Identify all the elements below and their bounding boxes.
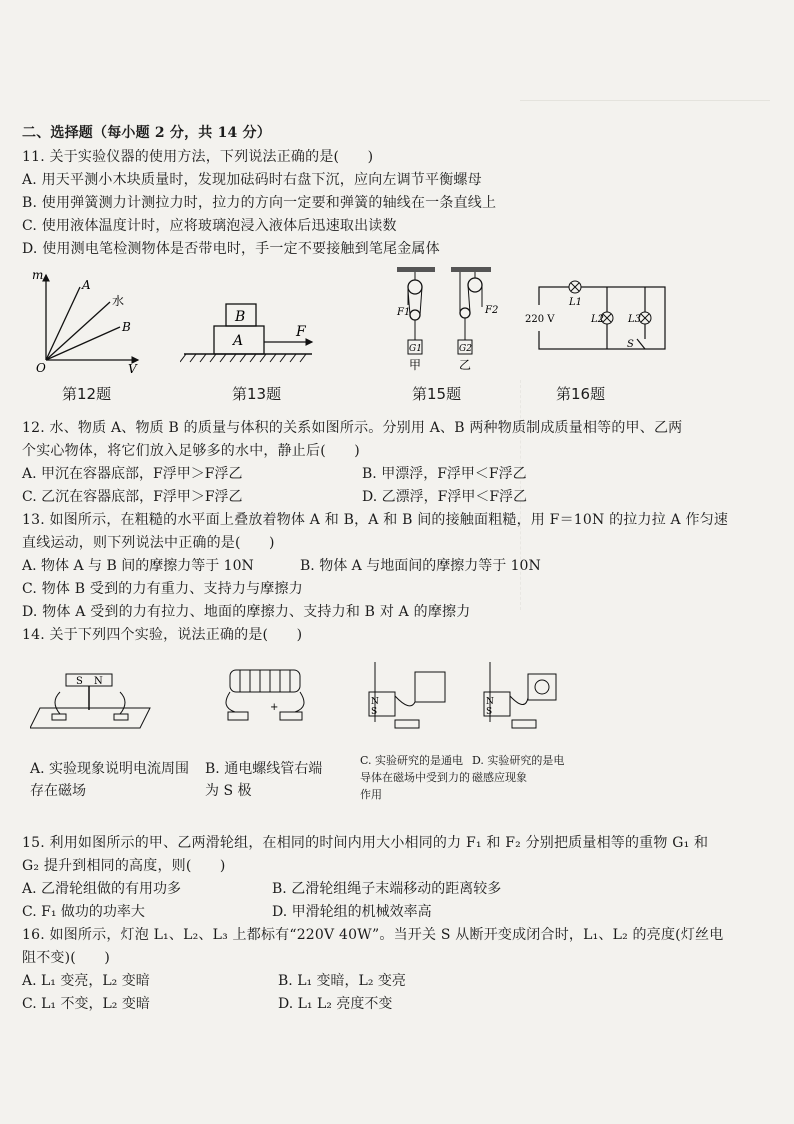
fig13-force-label: F xyxy=(296,324,306,340)
fig12-caption: 第12题 xyxy=(62,385,112,403)
q13-option-d: D. 物体 A 受到的力有拉力、地面的摩擦力、支持力和 B 对 A 的摩擦力 xyxy=(22,604,471,620)
q13-option-c: C. 物体 B 受到的力有重力、支持力与摩擦力 xyxy=(22,581,303,597)
q13-stem-line2: 直线运动，则下列说法中正确的是( ) xyxy=(22,535,275,551)
fig12-line-b-label: B xyxy=(122,320,131,334)
fig16-caption: 第16题 xyxy=(556,385,606,403)
fig16-l2-label: L2 xyxy=(591,314,605,325)
fig16-l1-label: L1 xyxy=(569,297,583,308)
fig16-voltage-label: 220 V xyxy=(525,314,555,325)
q14-figure-a xyxy=(30,662,160,742)
q16-option-c: C. L₁ 不变，L₂ 变暗 xyxy=(22,996,150,1012)
fig15-f2-label: F2 xyxy=(485,305,499,316)
fig16-switch-label: S xyxy=(627,339,634,350)
fig15-right-label: 乙 xyxy=(459,358,472,372)
q15-stem-line1: 15. 利用如图所示的甲、乙两滑轮组，在相同的时间内用大小相同的力 F₁ 和 F₂ 分别把质量相等的重物 G₁ 和 xyxy=(22,835,709,851)
q15-option-c: C. F₁ 做功的功率大 xyxy=(22,904,145,920)
q13-stem-line1: 13. 如图所示，在粗糙的水平面上叠放着物体 A 和 B，A 和 B 间的接触面粗糙，用 F＝10N 的拉力拉 A 作匀速 xyxy=(22,512,729,528)
bleed-through-mark xyxy=(520,100,770,161)
figure-13 xyxy=(180,298,320,373)
q14-stem: 14. 关于下列四个实验，说法正确的是( ) xyxy=(22,627,303,643)
q15-option-d: D. 甲滑轮组的机械效率高 xyxy=(272,904,432,920)
q16-option-a: A. L₁ 变亮，L₂ 变暗 xyxy=(22,973,150,989)
q13-option-b: B. 物体 A 与地面间的摩擦力等于 10N xyxy=(300,558,541,574)
figure-12 xyxy=(28,265,148,375)
q15-stem-line2: G₂ 提升到相同的高度，则( ) xyxy=(22,858,226,874)
fig12-line-water-label: 水 xyxy=(112,294,125,308)
q12-option-c: C. 乙沉在容器底部，F浮甲＞F浮乙 xyxy=(22,489,243,505)
fig15-left-label: 甲 xyxy=(409,358,422,372)
fig15-f1-label: F1 xyxy=(397,307,411,318)
q11-stem: 11. 关于实验仪器的使用方法，下列说法正确的是( ) xyxy=(22,149,374,165)
svg-text:N: N xyxy=(486,697,494,707)
figure-15 xyxy=(385,265,505,375)
q11-option-a: A. 用天平测小木块质量时，发现加砝码时右盘下沉，应向左调节平衡螺母 xyxy=(22,172,482,188)
q12-option-a: A. 甲沉在容器底部，F浮甲＞F浮乙 xyxy=(22,466,243,482)
q14-caption-b: B. 通电螺线管右端为 S 极 xyxy=(205,761,323,799)
q14-caption-c: C. 实验研究的是通电导体在磁场中受到力的作用 xyxy=(360,754,470,801)
fig12-line-a-label: A xyxy=(82,278,91,292)
q12-stem-line2: 个实心物体，将它们放入足够多的水中，静止后( ) xyxy=(22,443,360,459)
svg-text:S: S xyxy=(76,676,83,687)
svg-text:S: S xyxy=(486,707,493,717)
q14-caption-d: D. 实验研究的是电磁感应现象 xyxy=(472,754,565,784)
q12-option-b: B. 甲漂浮，F浮甲＜F浮乙 xyxy=(362,466,527,482)
fig15-g1-label: G1 xyxy=(409,344,422,354)
fig15-g2-label: G2 xyxy=(459,344,472,354)
fig16-l3-label: L3 xyxy=(628,314,642,325)
q16-stem-line1: 16. 如图所示，灯泡 L₁、L₂、L₃ 上都标有“220V 40W”。当开关 S 从断开变成闭合时，L₁、L₂ 的亮度(灯丝电 xyxy=(22,927,724,943)
svg-text:N: N xyxy=(94,676,103,687)
q16-stem-line2: 阻不变)( ) xyxy=(22,950,110,966)
q14-figure-d xyxy=(470,652,580,742)
q16-option-b: B. L₁ 变暗，L₂ 变亮 xyxy=(278,973,406,989)
q15-option-b: B. 乙滑轮组绳子末端移动的距离较多 xyxy=(272,881,502,897)
fig13-caption: 第13题 xyxy=(232,385,282,403)
q12-stem-line1: 12. 水、物质 A、物质 B 的质量与体积的关系如图所示。分别用 A、B 两种物质制成质量相等的甲、乙两 xyxy=(22,420,683,436)
q15-option-a: A. 乙滑轮组做的有用功多 xyxy=(22,881,182,897)
bleed-through-mark xyxy=(520,380,771,610)
svg-text:+: + xyxy=(270,702,279,713)
q14-figure-b xyxy=(210,662,320,742)
fig12-y-axis-label: m xyxy=(32,268,44,282)
q12-option-d: D. 乙漂浮，F浮甲＜F浮乙 xyxy=(362,489,528,505)
q11-option-b: B. 使用弹簧测力计测拉力时，拉力的方向一定要和弹簧的轴线在一条直线上 xyxy=(22,195,497,211)
section-title: 二、选择题（每小题 2 分，共 14 分） xyxy=(22,125,271,141)
svg-text:N: N xyxy=(371,697,379,707)
fig12-x-axis-label: V xyxy=(128,362,137,375)
fig13-block-b-label: B xyxy=(235,309,246,325)
q11-option-d: D. 使用测电笔检测物体是否带电时，手一定不要接触到笔尾金属体 xyxy=(22,241,440,257)
q14-figure-c xyxy=(355,652,465,742)
fig12-origin-label: O xyxy=(36,361,46,375)
q16-option-d: D. L₁ L₂ 亮度不变 xyxy=(278,996,393,1012)
figure-16 xyxy=(525,275,675,360)
q11-option-c: C. 使用液体温度计时，应将玻璃泡浸入液体后迅速取出读数 xyxy=(22,218,397,234)
q14-caption-a: A. 实验现象说明电流周围存在磁场 xyxy=(30,761,190,799)
svg-text:S: S xyxy=(371,707,378,717)
q13-option-a: A. 物体 A 与 B 间的摩擦力等于 10N xyxy=(22,558,254,574)
fig13-block-a-label: A xyxy=(233,333,244,349)
fig15-caption: 第15题 xyxy=(412,385,462,403)
